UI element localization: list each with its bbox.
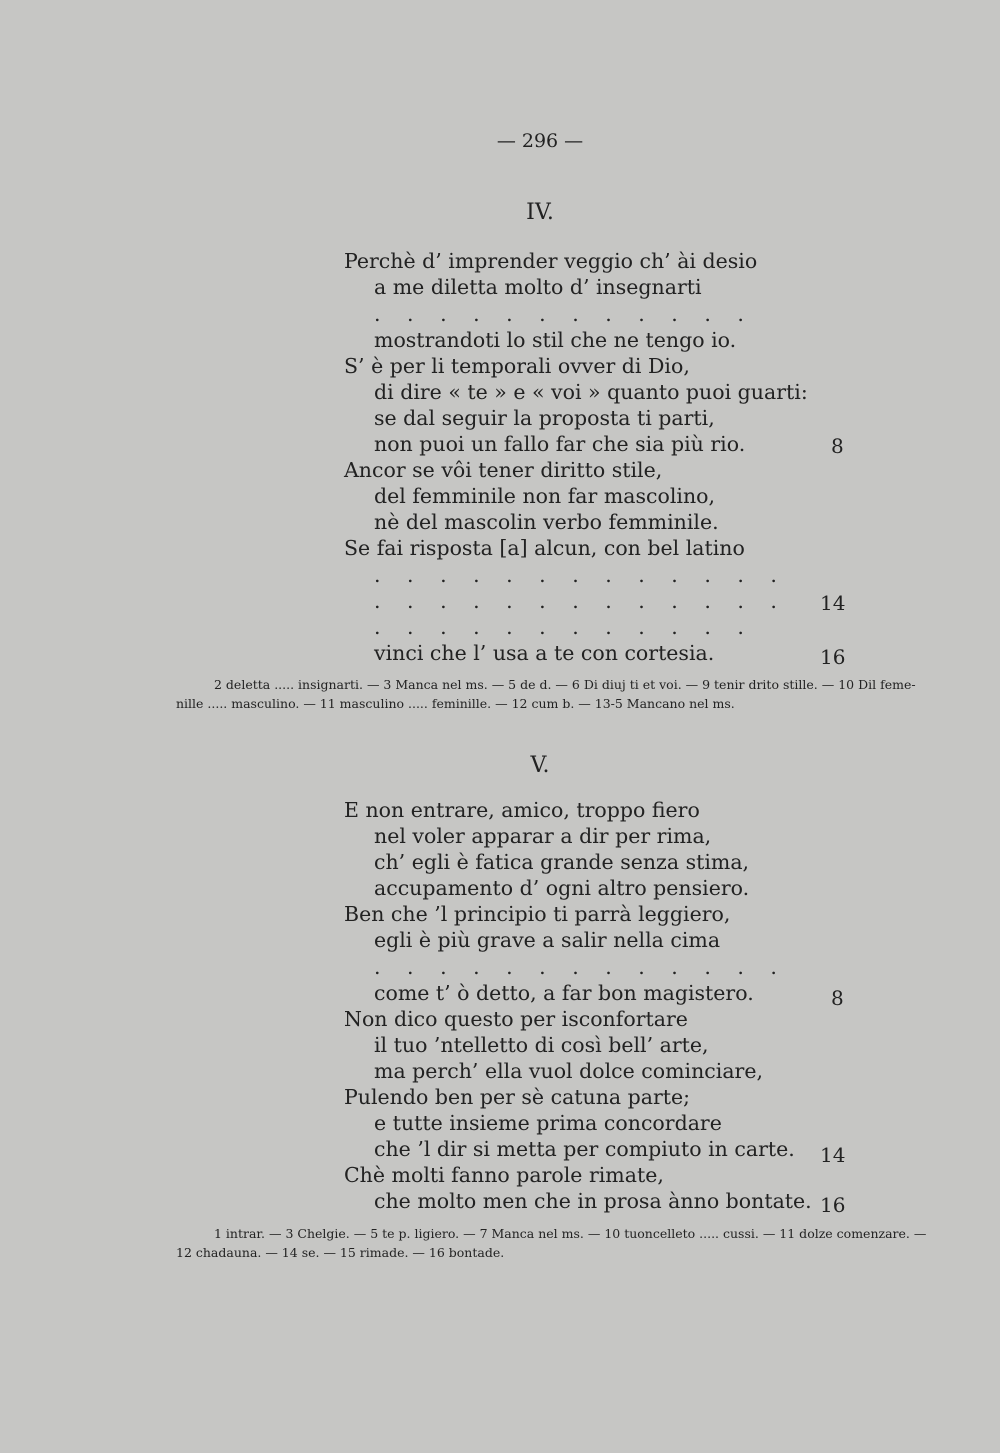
verse-line: egli è più grave a salir nella cima [374, 928, 721, 952]
ellipsis-line: . . . . . . . . . . . . . [374, 955, 787, 979]
ellipsis-line: . . . . . . . . . . . . [374, 302, 754, 326]
verse-line: non puoi un fallo far che sia più rio. [374, 432, 746, 456]
verse-line: ch’ egli è fatica grande senza stima, [374, 850, 750, 874]
footnote: 1 intrar. — 3 Chelgie. — 5 te p. ligiero. — 7 Manca nel ms. — 10 tuoncelleto ..... cussi. — 11 dolze comenzare. — [214, 1226, 927, 1241]
verse-line: e tutte insieme prima concordare [374, 1111, 722, 1135]
line-number: 8 [831, 434, 844, 458]
verse-line: come t’ ò detto, a far bon magistero. [374, 981, 754, 1005]
verse-line: vinci che l’ usa a te con cortesia. [374, 641, 715, 665]
verse-line: che molto men che in prosa ànno bontate. [374, 1189, 812, 1213]
ellipsis-line: . . . . . . . . . . . . . [374, 563, 787, 587]
verse-line: Pulendo ben per sè catuna parte; [344, 1085, 691, 1109]
verse-line: Se fai risposta [a] alcun, con bel latino [344, 536, 745, 560]
verse-line: ma perch’ ella vuol dolce cominciare, [374, 1059, 764, 1083]
footnote: nille ..... masculino. — 11 masculino ..... feminille. — 12 cum b. — 13-5 Mancano nel ms. [176, 696, 735, 711]
verse-line: Ancor se vôi tener diritto stile, [344, 458, 663, 482]
line-number: 14 [820, 591, 846, 615]
line-number: 16 [820, 645, 846, 669]
verse-line: Non dico questo per isconfortare [344, 1007, 688, 1031]
verse-line: S’ è per li temporali ovver di Dio, [344, 354, 690, 378]
verse-line: Chè molti fanno parole rimate, [344, 1163, 664, 1187]
verse-line: del femminile non far mascolino, [374, 484, 716, 508]
verse-line: se dal seguir la proposta ti parti, [374, 406, 715, 430]
line-number: 14 [820, 1143, 846, 1167]
verse-line: a me diletta molto d’ insegnarti [374, 275, 702, 299]
line-number: 8 [831, 986, 844, 1010]
verse-line: di dire « te » e « voi » quanto puoi guarti: [374, 380, 808, 404]
verse-line: Ben che ’l principio ti parrà leggiero, [344, 902, 731, 926]
line-number: 16 [820, 1193, 846, 1217]
verse-line: accupamento d’ ogni altro pensiero. [374, 876, 750, 900]
verse-line: mostrandoti lo stil che ne tengo io. [374, 328, 737, 352]
verse-line: nè del mascolin verbo femminile. [374, 510, 719, 534]
ellipsis-line: . . . . . . . . . . . . . [374, 589, 787, 613]
verse-line: nel voler apparar a dir per rima, [374, 824, 712, 848]
verse-line: il tuo ’ntelletto di così bell’ arte, [374, 1033, 709, 1057]
verse-line: E non entrare, amico, troppo fiero [344, 798, 700, 822]
section-heading-v: V. [530, 753, 550, 778]
footnote: 2 deletta ..... insignarti. — 3 Manca nel ms. — 5 de d. — 6 Di diuj ti et voi. — 9 tenir drito stille. — 10 Dil feme- [214, 677, 916, 692]
verse-line: che ’l dir si metta per compiuto in carte. [374, 1137, 795, 1161]
footnote: 12 chadauna. — 14 se. — 15 rimade. — 16 bontade. [176, 1245, 505, 1260]
ellipsis-line: . . . . . . . . . . . . [374, 615, 754, 639]
verse-line: Perchè d’ imprender veggio ch’ ài desio [344, 249, 758, 273]
page-number: — 296 — [496, 130, 584, 152]
section-heading-iv: IV. [526, 200, 554, 225]
